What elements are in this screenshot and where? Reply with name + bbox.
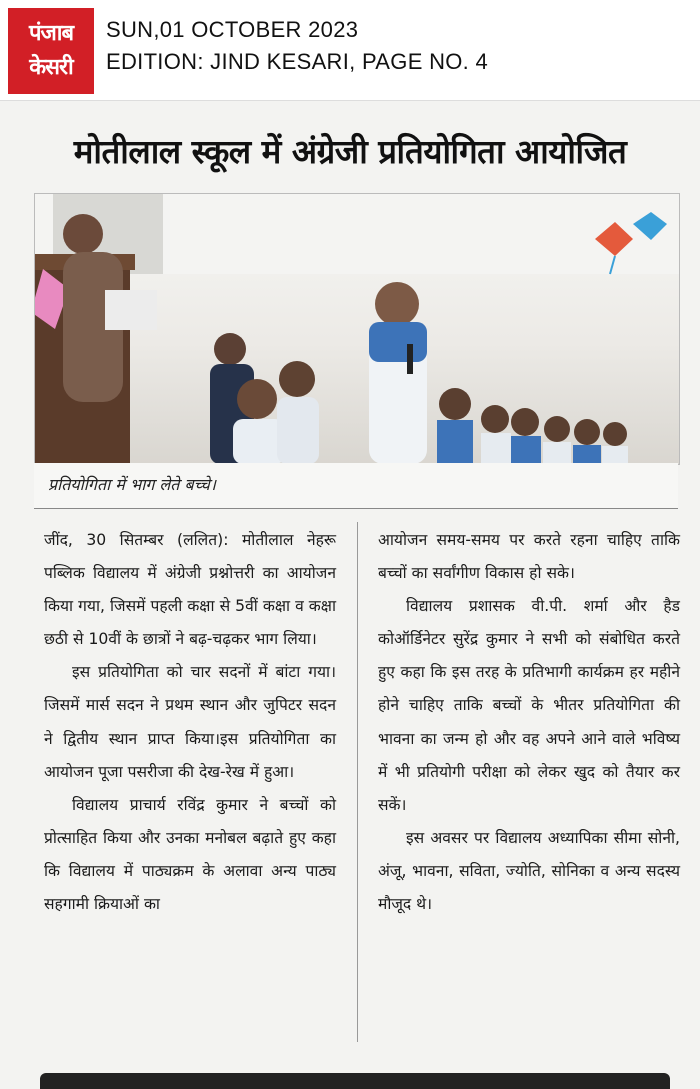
right-para-3: इस अवसर पर विद्यालय अध्यापिका सीमा सोनी, अंजू, भावना, सविता, ज्योति, सोनिका व अन्य सदस्य मौजूद थे। <box>378 828 680 914</box>
next-article-cutoff <box>40 1073 670 1089</box>
logo-line-1: पंजाब <box>28 21 74 46</box>
article-photo <box>34 193 680 465</box>
left-para-2: इस प्रतियोगिता को चार सदनों में बांटा गया। जिसमें मार्स सदन ने प्रथम स्थान और जुपिटर सदन ने द्वितीय स्थान प्राप्त किया।इस प्रतियोगिता का आयोजन पूजा पसरीजा की देख-रेख में हुआ। <box>44 663 336 781</box>
clipping-header <box>0 0 700 101</box>
column-divider <box>357 522 358 1042</box>
caption-bar <box>34 463 678 509</box>
article-headline: मोतीलाल स्कूल में अंग्रेजी प्रतियोगिता आयोजित <box>73 132 627 171</box>
students-photo-illustration <box>35 194 679 464</box>
photo-caption: प्रतियोगिता में भाग लेते बच्चे। <box>48 475 216 494</box>
edition-info: EDITION: JIND KESARI, PAGE NO. 4 <box>106 49 489 74</box>
left-para-1: जींद, 30 सितम्बर (ललित): मोतीलाल नेहरू पब्लिक विद्यालय में अंग्रेजी प्रश्नोत्तरी का आयोजन किया गया, जिसमें पहली कक्षा से 5वीं कक्षा व कक्षा छठी से 10वीं के छात्रों ने बढ़-चढ़कर भाग लिया। <box>44 531 336 649</box>
article-column-right <box>378 524 680 921</box>
article-column-left <box>44 524 336 921</box>
right-para-1: आयोजन समय-समय पर करते रहना चाहिए ताकि बच्चों का सर्वांगीण विकास हो सके। <box>378 531 680 583</box>
left-para-3: विद्यालय प्राचार्य रविंद्र कुमार ने बच्चों को प्रोत्साहित किया और उनका मनोबल बढ़ाते हुए कहा कि विद्यालय में पाठ्यक्रम के अलावा अन्य पाठ्य सहगामी क्रियाओं का <box>44 795 336 914</box>
publication-date: SUN,01 OCTOBER 2023 <box>106 17 359 42</box>
logo-line-2: केसरी <box>29 55 73 80</box>
punjab-kesari-logo <box>8 8 94 94</box>
right-para-2: विद्यालय प्रशासक वी.पी. शर्मा और हैड कोऑर्डिनेटर सुरेंद्र कुमार ने सभी को संबोधित करते हुए कहा कि इस तरह के प्रतिभागी कार्यक्रम हर महीने होने चाहिए ताकि बच्चों के भीतर प्रतियोगिता की भावना का जन्म हो और वह अपने आने वाले भविष्य में भी प्रतियोगी परीक्षा को लेकर खुद को तैयार कर सकें। <box>378 597 680 814</box>
clipping-meta <box>106 14 488 78</box>
